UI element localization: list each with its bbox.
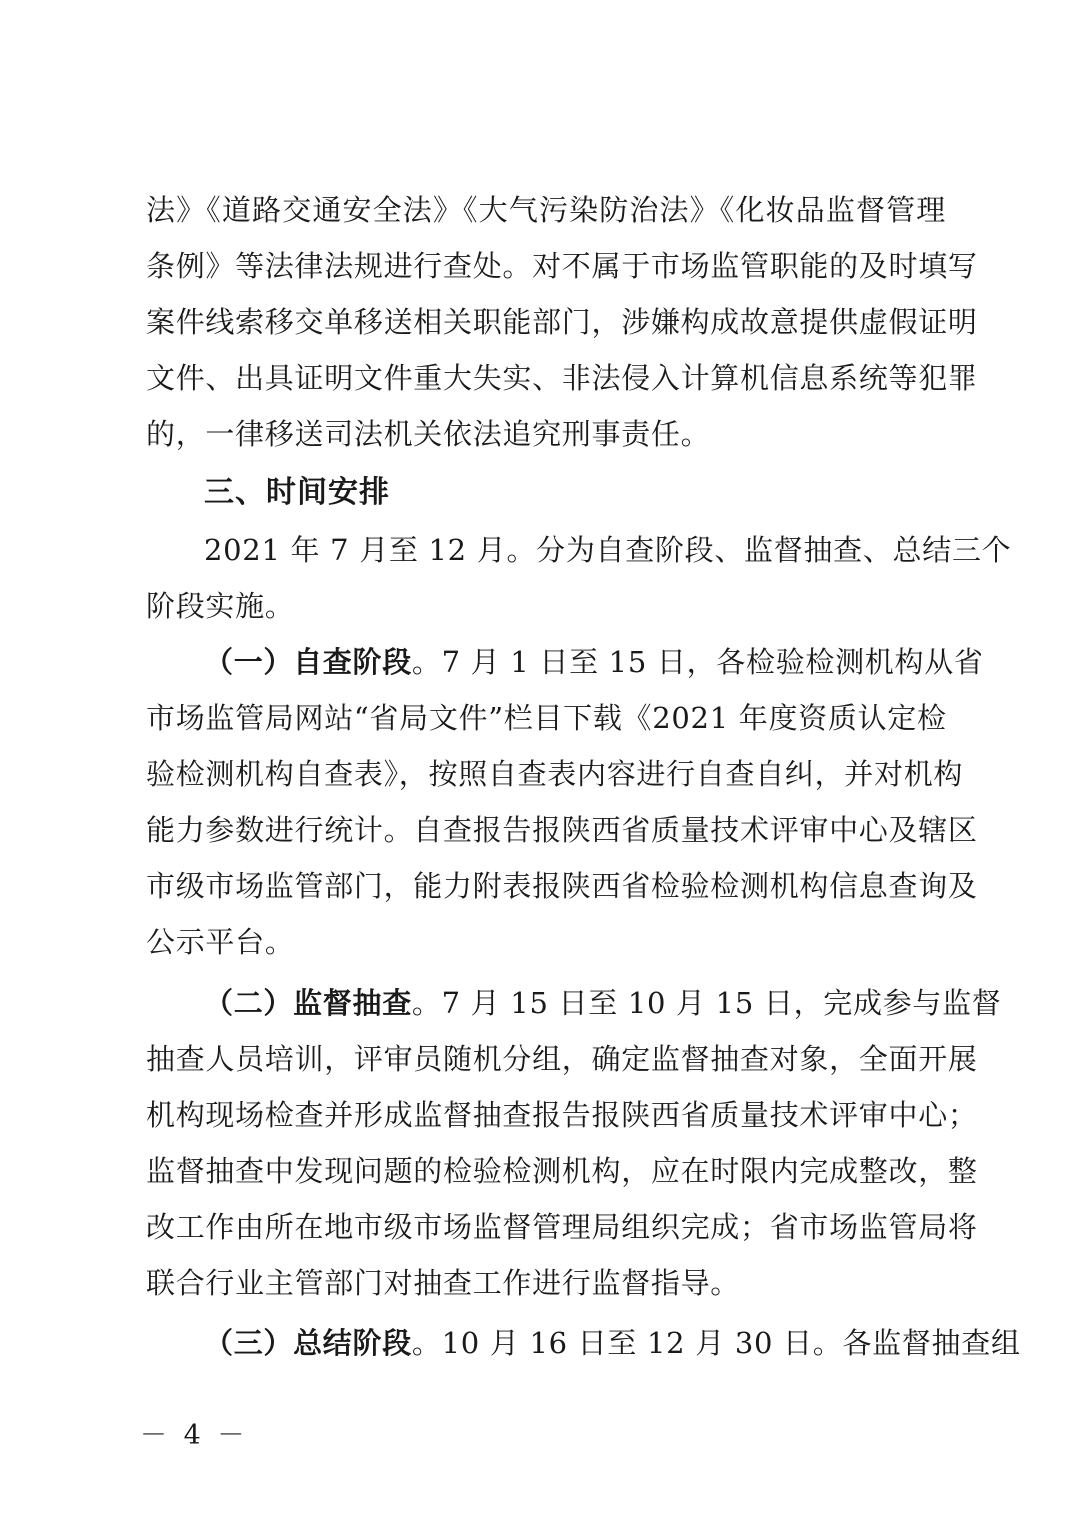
section-heading: 三、时间安排 — [204, 475, 390, 510]
body-text-line: 文件、出具证明文件重大失实、非法侵入计算机信息系统等犯罪 — [146, 361, 978, 395]
body-text-line: 的，一律移送司法机关依法追究刑事责任。 — [146, 417, 711, 451]
body-text-line: 案件线索移交单移送相关职能部门，涉嫌构成故意提供虚假证明 — [146, 305, 978, 339]
body-text-line: 改工作由所在地市级市场监督管理局组织完成；省市场监管局将 — [146, 1210, 978, 1244]
phase3-first-line-text: 。10 月 16 日至 12 月 30 日。各监督抽查组 — [411, 1326, 1021, 1360]
phase1-first-line — [204, 642, 984, 682]
phase2-label: （二）监督抽查 — [204, 986, 412, 1020]
phase2-first-line — [204, 983, 1002, 1023]
body-text-line: 验检测机构自查表》，按照自查表内容进行自查自纠，并对机构 — [146, 757, 964, 791]
body-text-line: 市场监管局网站“省局文件”栏目下载《2021 年度资质认定检 — [146, 701, 947, 735]
body-text-line: 联合行业主管部门对抽查工作进行监督指导。 — [146, 1266, 741, 1300]
body-text-line: 公示平台。 — [146, 925, 295, 959]
phase2-first-line-text: 。7 月 15 日至 10 月 15 日，完成参与监督 — [411, 986, 1002, 1020]
phase1-label: （一）自查阶段 — [204, 645, 412, 679]
body-text-line: 条例》等法律法规进行查处。对不属于市场监管职能的及时填写 — [146, 249, 978, 283]
phase3-label: （三）总结阶段 — [204, 1326, 412, 1360]
body-text-line: 2021 年 7 月至 12 月。分为自查阶段、监督抽查、总结三个 — [204, 533, 1012, 567]
phase3-first-line — [204, 1323, 1021, 1363]
body-text-line: 监督抽查中发现问题的检验检测机构，应在时限内完成整改，整 — [146, 1154, 978, 1188]
phase1-first-line-text: 。7 月 1 日至 15 日，各检验检测机构从省 — [411, 645, 984, 679]
body-text-line: 抽查人员培训，评审员随机分组，确定监督抽查对象，全面开展 — [146, 1042, 978, 1076]
body-text-line: 阶段实施。 — [146, 589, 295, 623]
body-text-line: 市级市场监管部门，能力附表报陕西省检验检测机构信息查询及 — [146, 869, 978, 903]
page-number: － 4 － — [140, 1420, 249, 1451]
body-text-line: 法》《道路交通安全法》《大气污染防治法》《化妆品监督管理 — [146, 193, 946, 227]
body-text-line: 能力参数进行统计。自查报告报陕西省质量技术评审中心及辖区 — [146, 813, 978, 847]
body-text-line: 机构现场检查并形成监督抽查报告报陕西省质量技术评审中心； — [146, 1098, 978, 1132]
